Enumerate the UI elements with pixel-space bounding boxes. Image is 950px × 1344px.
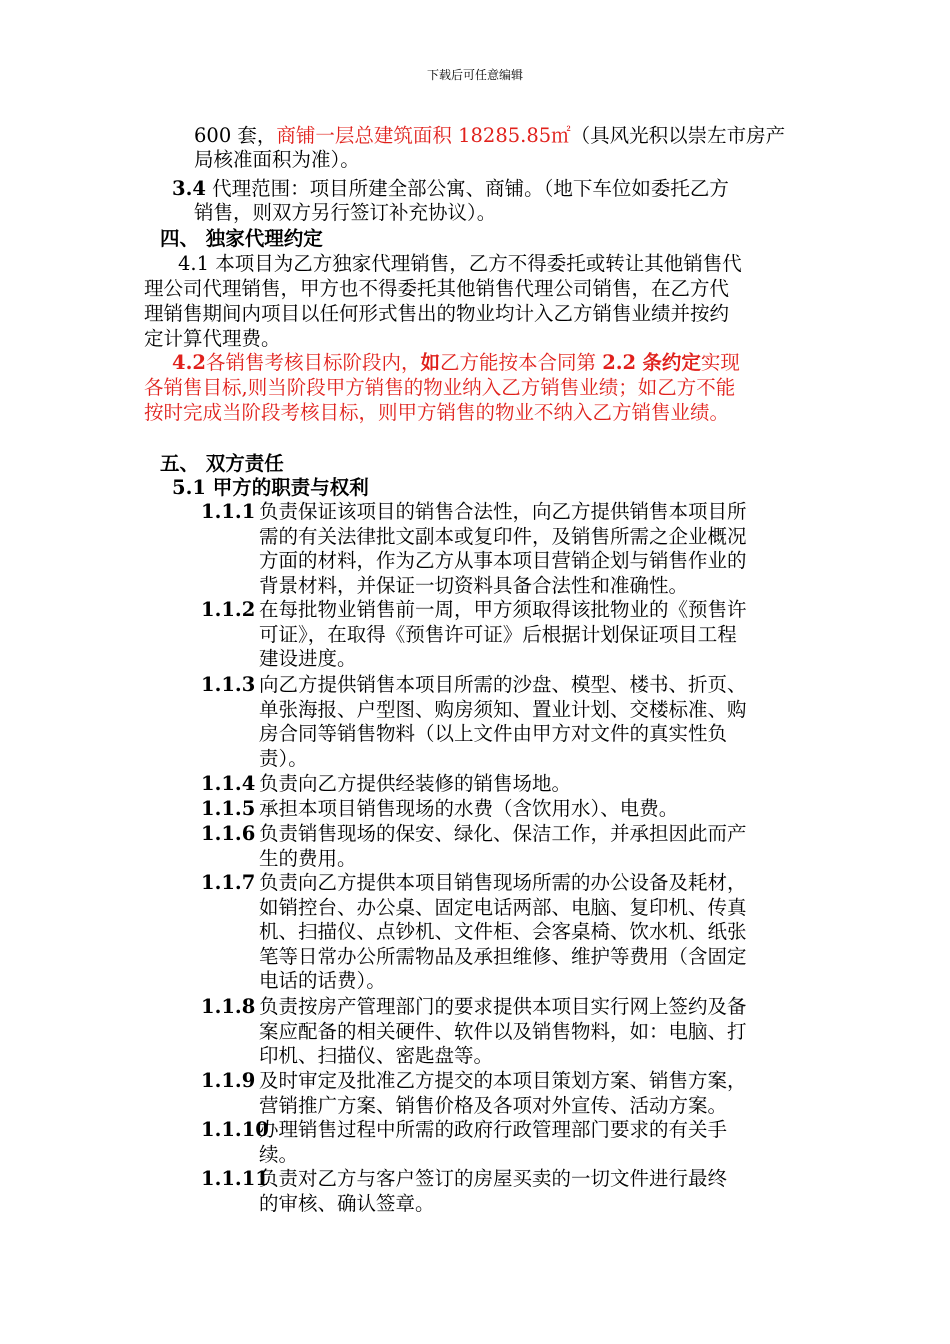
clause-text-line: 续。 <box>259 1142 299 1166</box>
clause-text-line: 可证》，在取得《预售许可证》后根据计划保证项目工程 <box>259 622 737 646</box>
clause-text-line: 如销控台、办公桌、固定电话两部、电脑、复印机、传真 <box>259 895 747 919</box>
clause-text-line: 负责销售现场的保安、绿化、保洁工作，并承担因此而产 <box>259 822 747 845</box>
clause-text-line: 负责保证该项目的销售合法性，向乙方提供销售本项目所 <box>259 500 747 523</box>
clause-4-2-line-3: 按时完成当阶段考核目标，则甲方销售的物业不纳入乙方销售业绩。 <box>144 401 730 424</box>
clause-text-line: 负责向乙方提供本项目销售现场所需的办公设备及耗材， <box>259 871 747 894</box>
clause-text-line: 承担本项目销售现场的水费（含饮用水）、电费。 <box>259 797 679 820</box>
clause-number: 1.1.10 <box>201 1118 269 1141</box>
clause-text-line: 机、扫描仪、点钞机、文件柜、会客桌椅、饮水机、纸张 <box>259 920 747 944</box>
clause-text-line: 负责向乙方提供经装修的销售场地。 <box>259 772 572 795</box>
clause-3-4-line-1: 3.4 代理范围：项目所建全部公寓、商铺。（地下车位如委托乙方 <box>172 177 729 200</box>
clause-text-line: 方面的材料，作为乙方从事本项目营销企划与销售作业的 <box>259 549 747 573</box>
clause-text-line: 建设进度。 <box>259 647 357 671</box>
section-5-1-heading: 5.1 甲方的职责与权利 <box>172 476 369 499</box>
clause-3-4-line-2: 销售，则双方另行签订补充协议）。 <box>194 201 497 224</box>
clause-text-line: 负责对乙方与客户签订的房屋买卖的一切文件进行最终 <box>259 1167 728 1190</box>
clause-number: 1.1.5 <box>201 797 256 820</box>
page-header: 下载后可任意编辑 <box>426 68 523 82</box>
clause-text-line: 及时审定及批准乙方提交的本项目策划方案、销售方案， <box>259 1069 747 1092</box>
clause-text-line: 负责按房产管理部门的要求提供本项目实行网上签约及备 <box>259 995 747 1018</box>
clause-number: 1.1.2 <box>201 598 256 621</box>
clause-text-line: 背景材料，并保证一切资料具备合法性和准确性。 <box>259 573 689 597</box>
clause-number: 1.1.3 <box>201 673 256 696</box>
clause-number: 1.1.11 <box>201 1167 269 1190</box>
clause-text-line: 在每批物业销售前一周，甲方须取得该批物业的《预售许 <box>259 598 747 621</box>
clause-text-line: 办理销售过程中所需的政府行政管理部门要求的有关手 <box>259 1118 728 1141</box>
clause-text-line: 生的费用。 <box>259 846 357 870</box>
clause-4-1-line-4: 定计算代理费。 <box>144 327 281 350</box>
clause-text-line: 房合同等销售物料（以上文件由甲方对文件的真实性负 <box>259 722 728 746</box>
section-5-heading: 五、 双方责任 <box>160 452 284 475</box>
section-4-heading: 四、 独家代理约定 <box>160 227 323 250</box>
clause-3-3-line-1: 600 套，商铺一层总建筑面积 18285.85㎡（具风光积以崇左市房产 <box>194 124 786 147</box>
clause-text-line: 案应配备的相关硬件、软件以及销售物料，如：电脑、打 <box>259 1019 747 1043</box>
clause-4-1-line-2: 理公司代理销售，甲方也不得委托其他销售代理公司销售，在乙方代 <box>144 277 730 300</box>
clause-3-3-line-2: 局核准面积为准）。 <box>194 148 360 171</box>
clause-text-line: 的审核、确认签章。 <box>259 1191 435 1215</box>
clause-number: 1.1.4 <box>201 772 256 795</box>
clause-number: 1.1.9 <box>201 1069 256 1092</box>
clause-text-line: 电话的话费）。 <box>259 969 386 993</box>
clause-4-2-line-1: 4.2各销售考核目标阶段内，如乙方能按本合同第 2.2 条约定实现 <box>172 351 740 374</box>
clause-4-1-line-3: 理销售期间内项目以任何形式售出的物业均计入乙方销售业绩并按约 <box>144 302 730 325</box>
clause-text-line: 印机、扫描仪、密匙盘等。 <box>259 1044 494 1068</box>
clause-text-line: 向乙方提供销售本项目所需的沙盘、模型、楼书、折页、 <box>259 673 747 696</box>
clause-text-line: 需的有关法律批文副本或复印件，及销售所需之企业概况 <box>259 524 747 548</box>
clause-number: 1.1.6 <box>201 822 256 845</box>
clause-number: 1.1.8 <box>201 995 256 1018</box>
clause-text-line: 责）。 <box>259 746 308 770</box>
clause-text-line: 营销推广方案、销售价格及各项对外宣传、活动方案。 <box>259 1093 728 1117</box>
clause-text-line: 单张海报、户型图、购房须知、置业计划、交楼标准、购 <box>259 697 747 721</box>
clause-text-line: 笔等日常办公所需物品及承担维修、维护等费用（含固定 <box>259 944 747 968</box>
clause-4-1-line-1: 4.1 本项目为乙方独家代理销售，乙方不得委托或转让其他销售代 <box>178 252 742 275</box>
clause-4-2-line-2: 各销售目标,则当阶段甲方销售的物业纳入乙方销售业绩；如乙方不能 <box>144 376 736 399</box>
clause-number: 1.1.1 <box>201 500 256 523</box>
clause-number: 1.1.7 <box>201 871 256 894</box>
